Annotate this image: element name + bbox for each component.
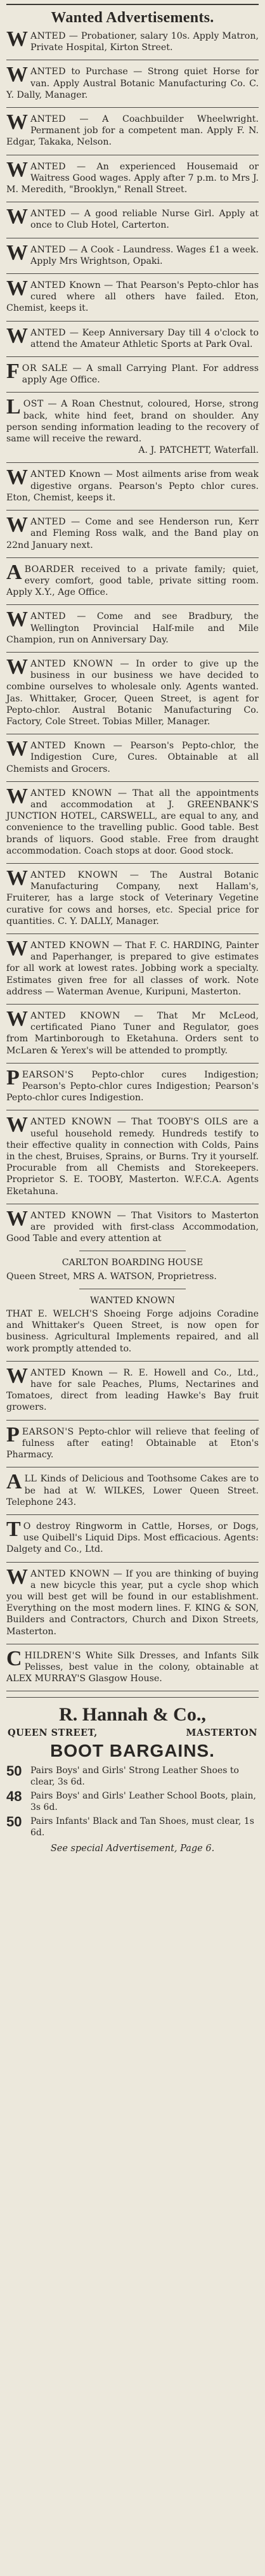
drop-cap: W [6,1564,28,1589]
classified-ad [6,608,259,647]
drop-cap: W [6,110,28,134]
drop-cap: W [6,1007,28,1031]
classified-ad [6,63,259,103]
drop-cap: P [6,1422,20,1447]
drop-cap: W [6,654,28,679]
drop-cap: W [6,276,28,301]
classified-ad [6,1564,259,1639]
classified-ad [6,560,259,601]
ad-text: — A small Carrying Plant. For address apply Age Office. [22,363,259,386]
ad-lead: ANTED [30,611,66,622]
classified-ad [6,1470,259,1510]
drop-cap: T [6,1517,21,1541]
ad-lead: ANTED KNOWN [30,1011,120,1021]
drop-cap: W [6,1206,28,1230]
ad-text: to Purchase — Strong quiet Horse for van. Apply Austral Botanic Manufacturing Co. C. Y. Dally, Manager. [6,67,259,100]
ad-lead: ANTED [30,209,66,219]
ad-lead: ANTED [30,469,66,480]
ad-text: Known — Most ailments arise from weak digestive organs. Pearson's Pepto chlor cures. Eton, Chemist, keeps it. [6,469,259,503]
ad-signature: A. J. PATCHETT, Waterfall. [138,445,259,456]
ad-lead: ANTED [30,67,66,77]
ad-text: — That all the appointments and accommodation at J. GREENBANK'S JUNCTION HOTEL, CARSWELL, are equal to any, and convenience to the travelling public. Good table. Best brands of liquors. Good stable. Free from draught accommodation. Coach stops at door. Good stock. [6,788,259,856]
divider [6,557,259,558]
ad-lead: ANTED [30,114,66,125]
ad-lead: ANTED [30,741,66,751]
ad-text: CARLTON BOARDING HOUSE [61,1258,204,1268]
divider [6,604,259,605]
classified-ad [6,157,259,198]
drop-cap: A [6,560,22,584]
ad-lead: ANTED [30,517,66,528]
classified-ad [6,784,259,859]
drop-cap: W [6,465,28,490]
ad-text: Known — Pearson's Pepto-chlor, the Indigestion Cure, Cures. Obtainable at all Chemists and Grocers. [6,741,259,774]
ad-lead: ANTED [30,161,66,172]
drop-cap: W [6,936,28,960]
classified-ad [6,1257,259,1270]
classified-ad [6,737,259,777]
ad-lead: HILDREN'S [24,1650,82,1661]
divider [6,1063,259,1064]
bargain-item [6,1816,259,1838]
ad-text: — Come and see Henderson run, Kerr and Fleming Ross walk, and the Band play on 22nd January next. [6,517,259,550]
ad-text: Kinds of Delicious and Toothsome Cakes are to be had at W. WILKES, Lower Queen Street. Telephone 243. [6,1474,259,1507]
ad-lead: OST [23,399,44,410]
bargain-text: Pairs Boys' and Girls' Leather School Boots, plain, 3s 6d. [30,1791,256,1813]
drop-cap: P [6,1065,20,1090]
classified-ad [6,1646,259,1687]
ad-lead: ANTED [30,1367,66,1378]
classified-ad [6,1065,259,1106]
classified-ad [6,240,259,269]
classified-ad [6,866,259,929]
ad-text: — That F. C. HARDING, Painter and Paperhanger, is prepared to give estimates for all work at lowest rates. Jobbing work a specialty. Estimates given free for all classes of work. Note address — Waterman Avenue, Kuripuni, Masterton. [6,940,259,997]
ad-text: — That Visitors to Masterton are provided with first-class Accommodation, Good Table and every attention at [6,1210,259,1244]
drop-cap: W [6,866,28,890]
ad-lead: ANTED [30,280,66,291]
ad-lead: O [23,1521,31,1532]
classified-ad [6,205,259,233]
classified-ad [6,395,259,458]
drop-cap: F [6,360,20,384]
divider [6,1514,259,1515]
ad-text: — A Cook - Laundress. Wages £1 a week. Apply Mrs Wrightson, Opaki. [30,244,259,266]
divider [6,356,259,357]
divider [6,321,259,322]
classified-ad [6,1308,259,1356]
bargain-quantity: 50 [6,1763,22,1779]
ad-lead: ANTED KNOWN [30,658,113,669]
divider [6,1562,259,1563]
divider [6,462,259,463]
ad-lead: ANTED KNOWN [30,869,119,880]
drop-cap: W [6,784,28,808]
ad-lead: ANTED KNOWN [30,1117,112,1128]
drop-cap: W [6,323,28,348]
bargain-item [6,1765,259,1788]
ad-text: THAT E. WELCH'S Shoeing Forge adjoins Coradine and Whittaker's Queen Street, is now open for business. Agricultural Implements repaired, and all work promptly attended to. [6,1309,259,1354]
ad-lead: EARSON'S [22,1069,74,1080]
top-rule [6,4,259,5]
classified-ad [6,1517,259,1558]
divider [6,510,259,511]
divider [6,392,259,393]
ad-text: — Probationer, salary 10s. Apply Matron, Private Hospital, Kirton Street. [30,31,259,53]
ad-text: — A Roan Chestnut, coloured, Horse, strong back, white hind feet, brand on shoulder. Any person sending information leading to the recovery of same will receive the reward. [6,399,259,445]
divider [6,933,259,934]
bargains-title: BOOT BARGAINS. [50,1741,215,1761]
drop-cap: W [6,737,28,761]
divider [6,1697,259,1698]
ad-text: — Keep Anniversary Day till 4 o'clock to attend the Amateur Athletic Sports at Park Oval. [30,327,259,349]
advertiser-name: R. Hannah & Co., [59,1704,206,1726]
ad-lead: ANTED KNOWN [30,940,110,951]
ad-lead: LL [24,1474,37,1485]
drop-cap: A [6,1470,22,1494]
divider [6,863,259,864]
section-heading: Wanted Advertisements. [51,10,214,26]
ad-lead: ANTED [30,327,66,338]
ad-lead: ANTED KNOWN [30,1568,110,1579]
address-town: MASTERTON [186,1727,257,1739]
bargain-quantity: 50 [6,1814,22,1830]
classified-ad [6,360,259,387]
drop-cap: W [6,1363,28,1388]
ad-text: Pepto-chlor will relieve that feeling of fulness after eating! Obtainable at Eton's Pharmacy. [6,1426,259,1460]
classified-ad [6,323,259,352]
classified-ad [6,1422,259,1463]
ad-lead: OR SALE [22,363,68,374]
classified-ad [6,27,259,55]
classified-ad [6,936,259,999]
advertiser-address [8,1727,257,1738]
ad-text: destroy Ringworm in Cattle, Horses, or Dogs, use Quibell's Liquid Dips. Most efficacious. Agents: Dalgety and Co., Ltd. [6,1521,259,1555]
classified-ad [6,1295,259,1308]
bargain-text: Pairs Boys' and Girls' Strong Leather Shoes to clear, 3s 6d. [30,1766,239,1788]
bargain-text: Pairs Infants' Black and Tan Shoes, must clear, 1s 6d. [30,1816,254,1838]
drop-cap: W [6,157,28,181]
ad-lead: ANTED [30,31,66,41]
classified-ad [6,1206,259,1247]
classified-ad [6,1363,259,1415]
drop-cap: W [6,1113,28,1137]
divider [6,273,259,274]
ad-text: — In order to give up the business in our business we have decided to combine ourselves to wholesale only. Agents wanted. Jas. Whittaker, Grocer, Queen Street, is agent for Pepto-chlor. Austral Botanic Manufacturing Co. Factory, Cole Street. Tobias Miller, Manager. [6,658,259,727]
address-street: QUEEN STREET, [8,1727,98,1739]
ad-text: — Come and see Bradbury, the Wellington Provincial Half-mile and Mile Champion, run on Anniversary Day. [6,611,259,645]
ad-lead: BOARDER [24,564,75,575]
drop-cap: W [6,608,28,632]
divider [6,1420,259,1421]
divider [6,107,259,108]
ad-text: — That Mr McLeod, certificated Piano Tuner and Regulator, goes from Martinborough to Eketahuna. Orders sent to McLaren & Yerex's will be attended to promptly. [6,1011,259,1056]
ad-lead: ANTED KNOWN [30,1210,112,1221]
divider [6,781,259,782]
classified-ad [6,654,259,729]
ad-lead: EARSON'S [22,1426,74,1437]
ad-text: received to a private family; quiet, every comfort, good table, private sitting room. Apply X.Y., Age Office. [6,564,259,598]
divider [6,1004,259,1005]
ads-list [6,27,259,1691]
footer-note: See special Advertisement, Page 6. [50,1844,215,1854]
classified-ad [6,110,259,150]
classified-ad [6,1007,259,1058]
ad-text: Known — That Pearson's Pepto-chlor has cured where all others have failed. Eton, Chemist, keeps it. [6,280,259,314]
ad-text: — The Austral Botanic Manufacturing Company, next Hallam's, Fruiterer, has a large stock of Veterinary Vegetine curative for cows and horses, etc. Special price for quantities. C. Y. DALLY, Manager. [6,869,259,927]
ad-text: — If you are thinking of buying a new bicycle this year, put a cycle shop which you will best get will be found in our establishment. Everything on the most modern lines. F. KING & SON, Builders and Contractors, Church and Dixon Streets, Masterton. [6,1568,259,1637]
drop-cap: W [6,63,28,87]
bargain-item [6,1790,259,1813]
ad-text: Pepto-chlor cures Indigestion; Pearson's Pepto-chlor cures Indigestion; Pearson's Pepto-chlor cures Indigestion. [6,1069,259,1103]
ad-text: — An experienced Housemaid or Waitress Good wages. Apply after 7 p.m. to Mrs J. M. Meredith, "Brooklyn," Renall Street. [6,161,259,195]
classified-ad [6,465,259,505]
drop-cap: W [6,513,28,537]
classified-ad [6,276,259,316]
divider [6,1361,259,1362]
drop-cap: C [6,1646,22,1670]
classified-ad [6,1271,259,1284]
classified-ad [6,1113,259,1199]
ad-text: Known — R. E. Howell and Co., Ltd., have for sale Peaches, Plums, Nectarines and Tomatoes, direct from leading Hawke's Bay fruit growers. [6,1367,259,1413]
bargain-quantity: 48 [6,1788,22,1805]
classified-ad [6,513,259,553]
drop-cap: W [6,205,28,229]
ad-text: WANTED KNOWN [90,1295,175,1306]
drop-cap: L [6,395,21,419]
hannah-advert [6,1703,259,1854]
ad-text: White Silk Dresses, and Infants Silk Pelisses, best value in the colony, obtainable at ALEX MURRAY'S Glasgow House. [6,1650,259,1684]
ad-text: — A Coachbuilder Wheelwright. Permanent job for a competent man. Apply F. N. Edgar, Takaka, Nelson. [6,114,259,148]
divider [6,652,259,653]
ad-text: Queen Street, MRS A. WATSON, Proprietress. [6,1271,217,1282]
ad-text: — That TOOBY'S OILS are a useful household remedy. Hundreds testify to their effective quality in connection with Colds, Pains in the chest, Bruises, Sprains, or Burns. Try it yourself. Procurable from all Chemists and Storekeepers. Proprietor S. E. TOOBY, Masterton. W.F.C.A. Agents Eketahuna. [6,1117,259,1197]
drop-cap: W [6,240,28,264]
bargains-list [6,1765,259,1838]
ad-lead: ANTED KNOWN [30,788,112,798]
ad-text: — A good reliable Nurse Girl. Apply at once to Club Hotel, Carterton. [30,209,259,231]
drop-cap: W [6,27,28,51]
ad-lead: ANTED [30,244,66,255]
